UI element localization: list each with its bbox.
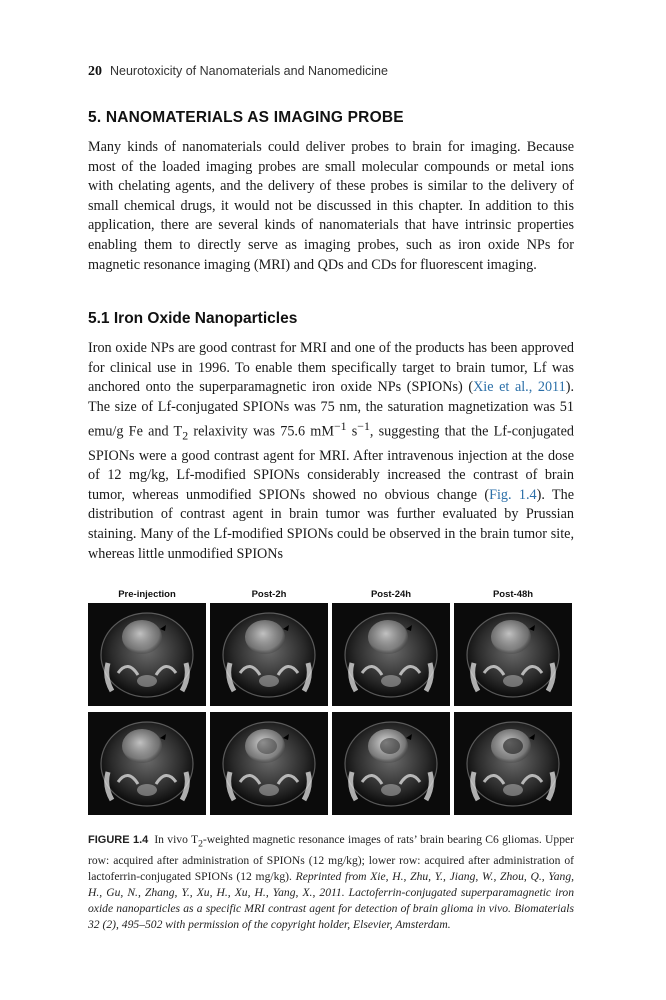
mri-figure <box>88 589 572 823</box>
column-label-post-2h: Post-2h <box>251 589 287 600</box>
mri-panel-bottom-2 <box>210 712 328 815</box>
citation-link[interactable]: Xie et al., 2011 <box>473 379 566 396</box>
mri-panel-top-2 <box>210 603 328 706</box>
mri-panel-bottom-1 <box>88 712 206 815</box>
section-paragraph: Many kinds of nanomaterials could deliver probes to brain for imaging. Because most of the loaded imaging probes are small molecular compounds or metal ions with chelating agents, and the delivery of these probes is similar to the delivery of small chemical drugs, it would not be discussed in this chapter. In addition to this application, there are several kinds of nanomaterials that have intrinsic properties enabling them to directly serve as imaging probes, such as iron oxide NPs for magnetic resonance imaging (MRI) and QDs and CDs for fluorescent imaging. <box>88 139 574 273</box>
mri-panel-top-1 <box>88 603 206 706</box>
subsection-paragraph: Iron oxide NPs are good contrast for MRI and one of the products has been approved for clinical use in 1996. To enable them specifically target to brain tumor, Lf was anchored onto the superparamagnetic iron oxide NPs (SPIONs) (Xie et al., 2011). The size of Lf-conjugated SPIONs was 75 nm, the saturation magnetization was 51 emu/g Fe and $T_2$ relaxivity was 75.6 $mM^{-1}$ $s^{-1}$, suggesting that the Lf-conjugated SPIONs were a good contrast agent for MRI. After intravenous injection at the dose of 12 mg/kg, Lf-modified SPIONs considerably increased the contrast of brain tumor, whereas unmodified SPIONs showed no obvious change (Fig. 1.4). The distribution of contrast agent in brain tumor was further evaluated by Prussian staining. Many of the Lf-modified SPIONs could be observed in the brain tumor site, whereas little unmodified SPIONs <box>88 340 574 562</box>
subsection-heading: 5.1 Iron Oxide Nanoparticles <box>88 310 298 327</box>
figure-caption: FIGURE 1.4 In vivo $T_2$-weighted magnetic resonance images of rats’ brain bearing C6 gliomas. Upper row: acquired after administration of SPIONs (12 mg/kg); lower row: acquired after administration of lactoferrin-conjugated SPIONs (12 mg/kg). Reprinted from Xie, H., Zhu, Y., Jiang, W., Zhou, Q., Yang, H., Gu, N., Zhang, Y., Xu, H., Xu, H., Yang, X., 2011. Lactoferrin-conjugated superparamagnetic iron oxide nanoparticles as a specific MRI contrast agent for detection of brain glioma in vivo. Biomaterials 32 (2), 495–502 with permission of the copyright holder, Elsevier, Amsterdam. <box>88 833 575 932</box>
running-head <box>88 64 388 80</box>
page-number: 20 <box>88 64 102 79</box>
column-label-pre-injection: Pre-injection <box>118 589 176 600</box>
mri-panel-top-3 <box>332 603 450 706</box>
column-label-post-24h: Post-24h <box>370 589 412 600</box>
book-title: Neurotoxicity of Nanomaterials and Nanomedicine <box>110 64 388 78</box>
reprint-notice: Reprinted from Xie, H., Zhu, Y., Jiang, W., Zhou, Q., Yang, H., Gu, N., Zhang, Y., Xu, H., Xu, H., Yang, X., 2011. Lactoferrin-conjugated superparamagnetic iron oxide nanoparticles as a specific MRI contrast agent for detection of brain glioma in vivo. Biomaterials 32 (2), 495–502 with permission of the copyright holder, Elsevier, Amsterdam. <box>88 869 575 932</box>
mri-panel-bottom-3 <box>332 712 450 815</box>
column-label-post-48h: Post-48h <box>492 589 534 600</box>
mri-panel-top-4 <box>454 603 572 706</box>
section-heading: 5. NANOMATERIALS AS IMAGING PROBE <box>88 109 404 126</box>
figure-label: FIGURE 1.4 <box>88 834 149 846</box>
figure-reference-link[interactable]: Fig. 1.4 <box>489 486 537 503</box>
mri-panel-bottom-4 <box>454 712 572 815</box>
